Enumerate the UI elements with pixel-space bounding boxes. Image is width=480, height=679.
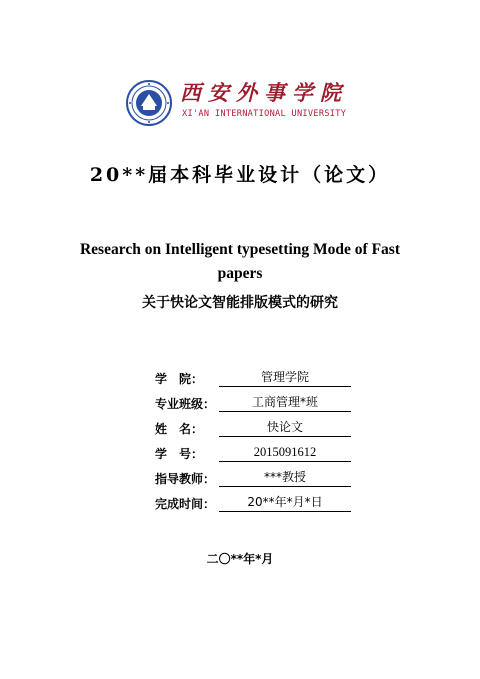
thesis-main-title: 20**届本科毕业设计（论文） — [89, 164, 391, 186]
college-value: 管理学院 — [219, 368, 351, 387]
student-id-label: 学 号： — [155, 447, 204, 461]
university-name-en: XI'AN INTERNATIONAL UNIVERSITY — [182, 109, 347, 119]
advisor-value: ***教授 — [219, 468, 351, 487]
thesis-chinese-title: 关于快论文智能排版模式的研究 — [142, 295, 338, 311]
info-row-name — [155, 418, 355, 443]
university-header — [126, 80, 356, 130]
advisor-label: 指导教师： — [155, 472, 216, 486]
name-value: 快论文 — [219, 418, 351, 437]
completion-date-value: 20**年*月*日 — [219, 493, 351, 512]
name-label: 姓 名： — [155, 422, 204, 436]
university-seal-icon — [126, 80, 172, 126]
class-value: 工商管理*班 — [219, 393, 351, 412]
info-row-completion-date — [155, 493, 355, 518]
completion-date-label: 完成时间： — [155, 497, 216, 511]
college-label: 学 院： — [155, 372, 204, 386]
student-info-block — [155, 368, 355, 518]
info-row-class — [155, 393, 355, 418]
info-row-college — [155, 368, 355, 393]
student-id-value: 2015091612 — [219, 443, 351, 462]
cover-date: 二〇**年*月 — [206, 552, 274, 566]
info-row-student-id — [155, 443, 355, 468]
thesis-english-title: Research on Intelligent typesetting Mode of Fast papers — [79, 241, 400, 282]
class-label: 专业班级： — [155, 397, 216, 411]
info-row-advisor — [155, 468, 355, 493]
university-name-cn: 西安外事学院 — [180, 80, 348, 105]
